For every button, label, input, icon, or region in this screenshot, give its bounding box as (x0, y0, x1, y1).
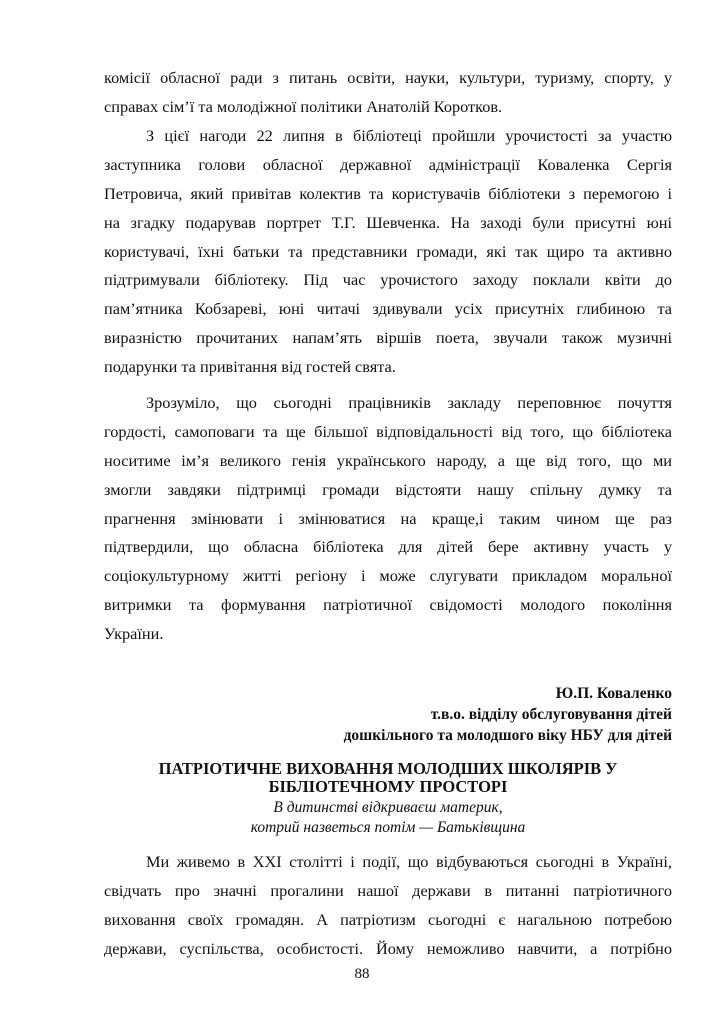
text-line: виховання своїх громадян. А патріотизм сьогодні є нагальною потребою (104, 909, 672, 929)
paragraph-continuation (104, 64, 672, 122)
text-line: гордості, самоповаги та ще більшої відповідальності від того, що бібліотека (104, 421, 672, 441)
text-line: З цієї нагоди 22 липня в бібліотеці пройшли урочистості за участю (146, 126, 672, 145)
paragraph-event (104, 122, 672, 382)
paragraph-conclusion (104, 389, 672, 649)
text-line: заступника голови обласної державної адміністрації Коваленка Сергія (104, 154, 672, 174)
title-line: ПАТРІОТИЧНЕ ВИХОВАННЯ МОЛОДШИХ ШКОЛЯРІВ У (158, 759, 618, 778)
author-name: Ю.П. Коваленко (555, 685, 672, 702)
epigraph-line: котрий назветься потім — Батьківщина (250, 819, 526, 836)
text-line: виразністю прочитаних напам’ять віршів поета, звучали також музичні (104, 328, 672, 348)
paragraph-intro (104, 848, 672, 964)
text-line: свідчать про значні прогалини нашої держави в питанні патріотичного (104, 880, 672, 900)
author-role: т.в.о. відділу обслуговування дітей (430, 706, 672, 723)
text-line: Зрозуміло, що сьогодні працівників закладу переповнює почуття (146, 393, 672, 412)
page-number: 88 (354, 966, 370, 982)
section-title (104, 760, 672, 796)
text-line: підтримували бібліотеку. Під час урочистого заходу поклали квіти до (104, 270, 672, 290)
text-line: змогли завдяки підтримці громади відстояти нашу спільну думку та (104, 479, 672, 499)
epigraph (104, 798, 672, 838)
text-line: комісії обласної ради з питань освіти, науки, культури, туризму, спорту, у (104, 68, 672, 87)
text-line: витримки та формування патріотичної свідомості молодого покоління (104, 595, 672, 615)
text-line: справах сім’ї та молодіжної політики Анатолій Коротков. (104, 96, 503, 116)
text-line: на згадку подарував портрет Т.Г. Шевченка. На заході були присутні юні (104, 212, 672, 232)
text-line: подарунки та привітання від гостей свята. (104, 357, 396, 377)
text-line: прагнення змінювати і змінюватися на краще,і таким чином ще раз (104, 508, 672, 528)
text-line: носитиме ім’я великого генія українського народу, а ще від того, що ми (104, 450, 672, 470)
text-line: пам’ятника Кобзареві, юні читачі здивували усіх присутніх глибиною та (104, 299, 672, 319)
text-line: підтвердили, що обласна бібліотека для дітей бере активну участь у (104, 537, 672, 557)
text-line: держави, суспільства, особистості. Йому неможливо навчити, а потрібно (104, 938, 672, 958)
text-line: Петровича, який привітав колектив та користувачів бібліотеки з перемогою і (104, 183, 672, 203)
title-line: БІБЛІОТЕЧНОМУ ПРОСТОРІ (268, 777, 508, 796)
epigraph-line: В дитинстві відкриваєш материк, (273, 799, 503, 816)
text-line: України. (104, 624, 164, 644)
author-department: дошкільного та молодшого віку НБУ для дітей (343, 727, 672, 744)
text-line: Ми живемо в ХХІ столітті і події, що відбуваються сьогодні в Україні, (146, 852, 672, 871)
text-line: соціокультурному житті регіону і може слугувати прикладом моральної (104, 566, 672, 586)
text-line: користувачі, їхні батьки та представники громади, які так щиро та активно (104, 241, 672, 261)
